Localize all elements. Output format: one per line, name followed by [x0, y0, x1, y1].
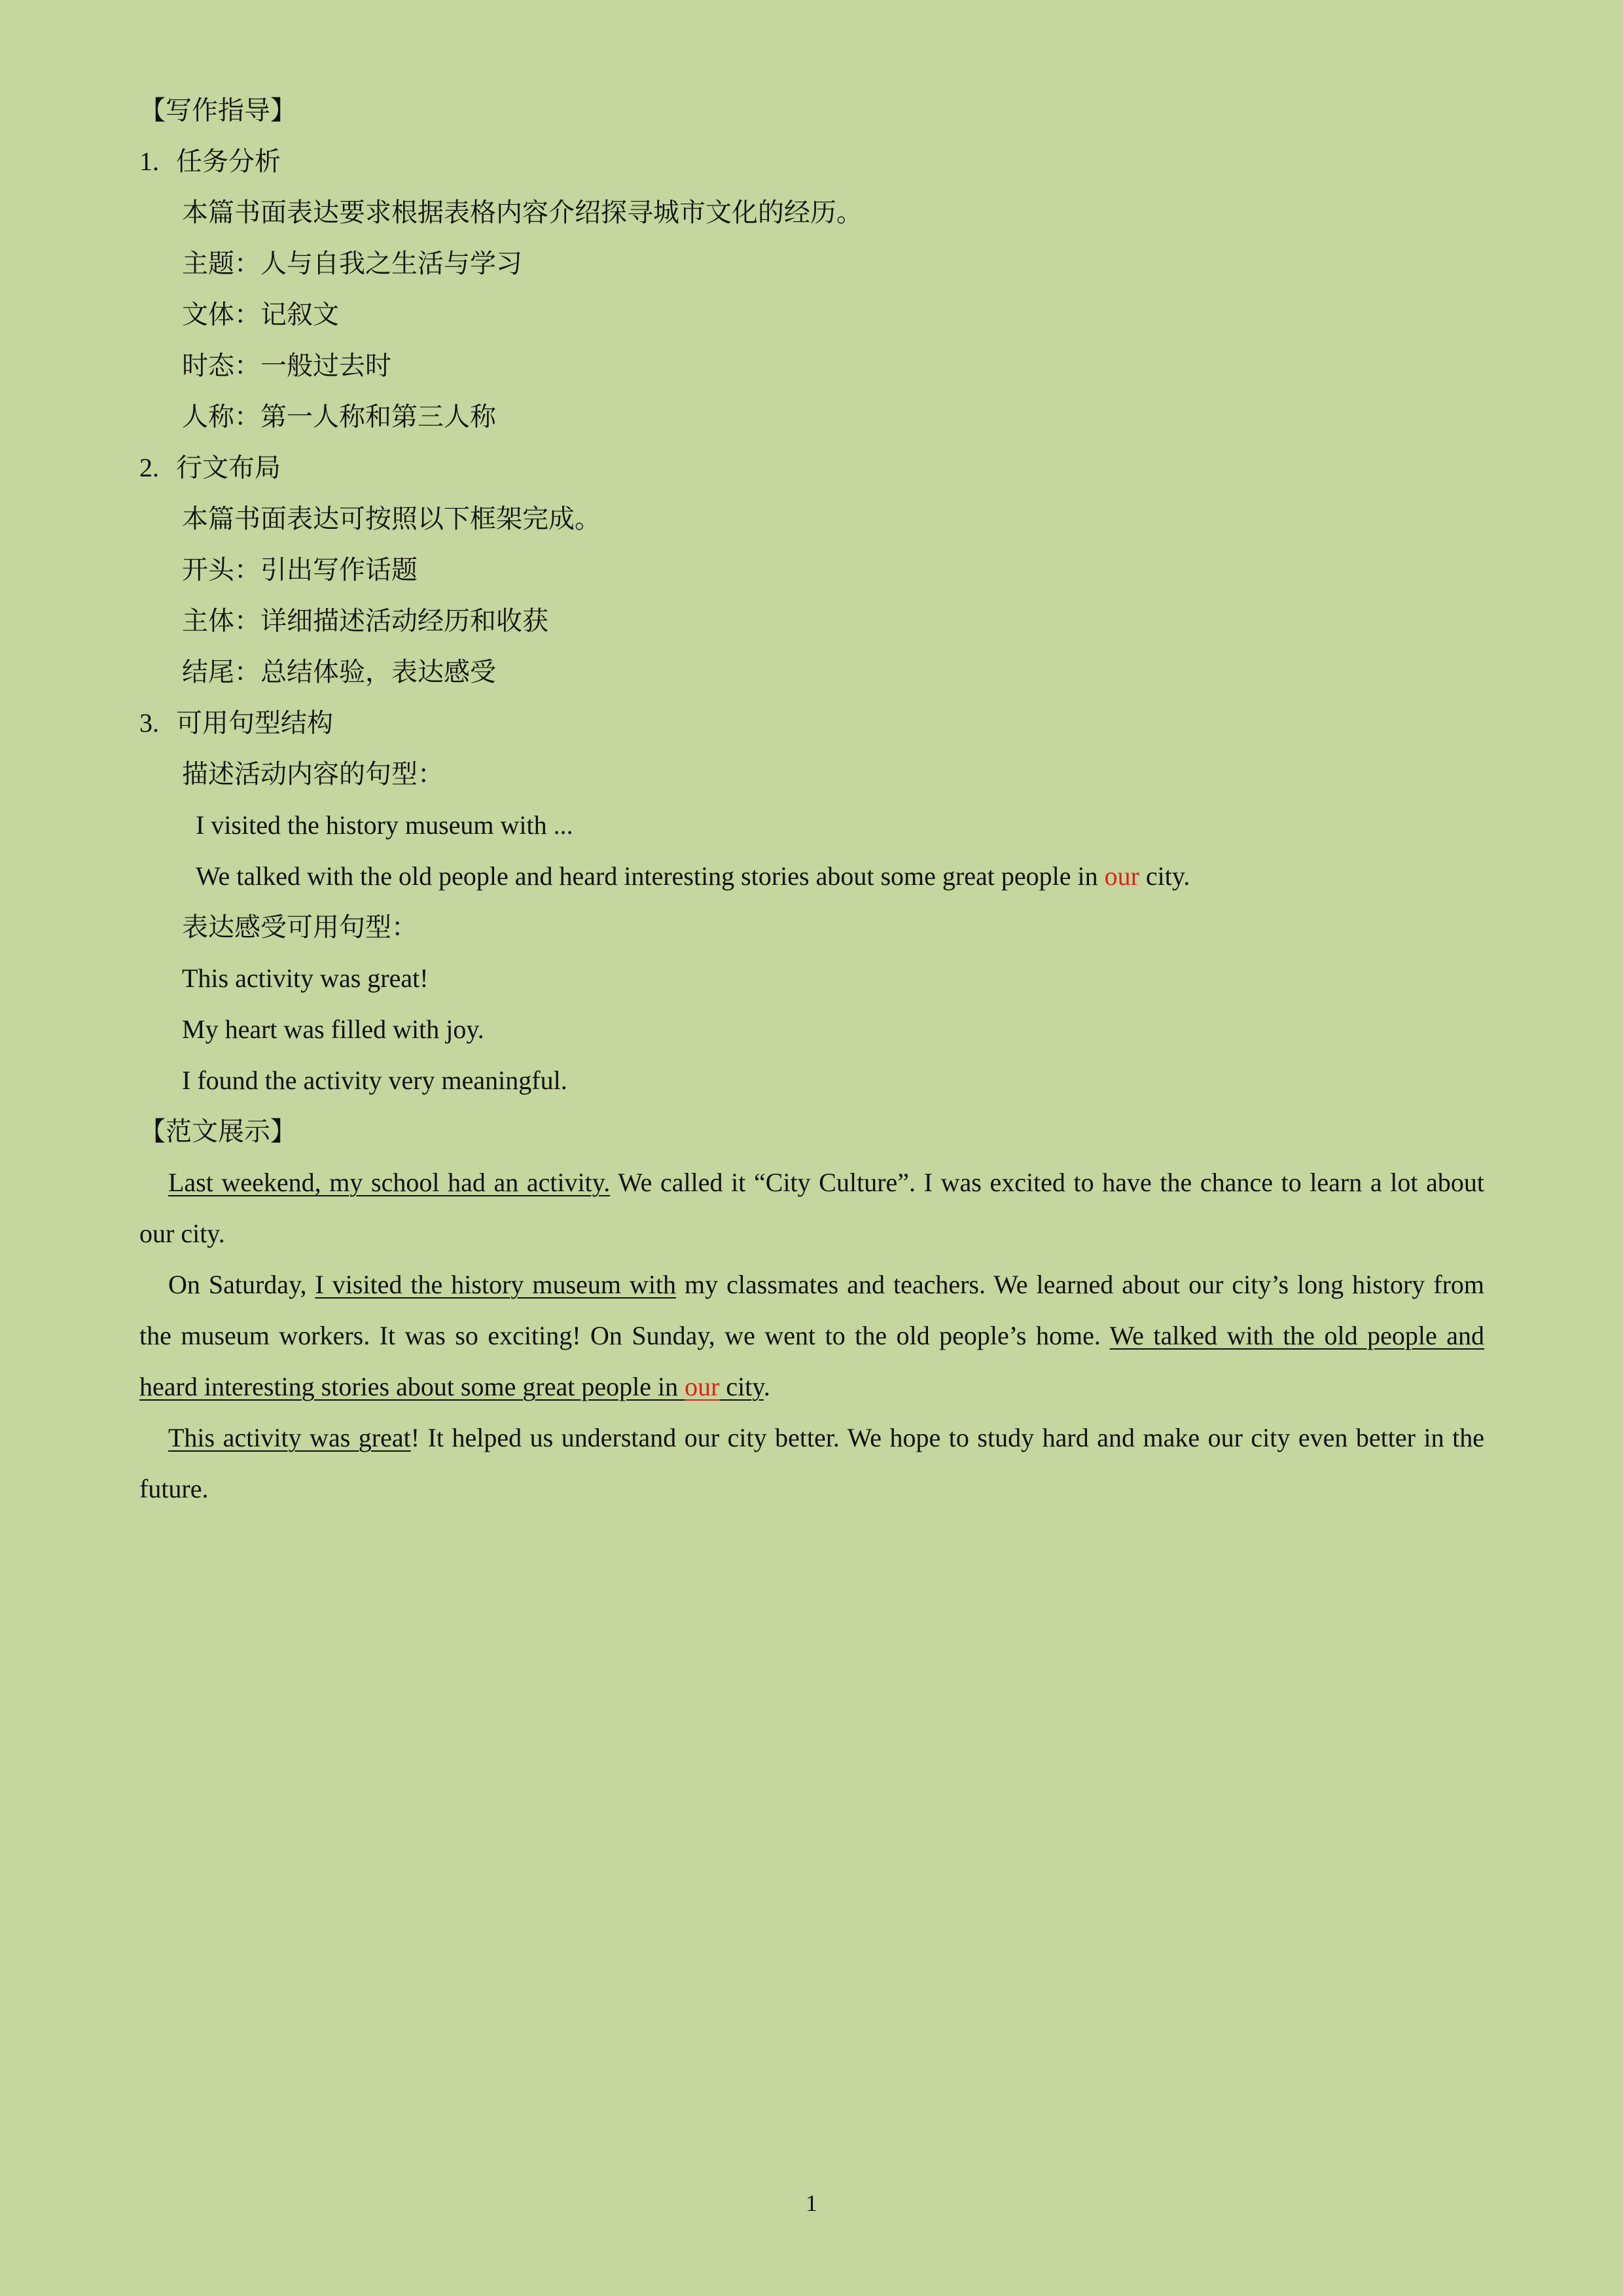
essay-text: .: [763, 1372, 770, 1401]
feeling-sentence: I found the activity very meaningful.: [182, 1066, 567, 1095]
sample-heading: 【范文展示】: [139, 1117, 296, 1146]
section-1-line: 人称：第一人称和第三人称: [182, 402, 496, 431]
guide-heading: 【写作指导】: [139, 96, 296, 125]
section-1-line: 本篇书面表达要求根据表格内容介绍探寻城市文化的经历。: [182, 198, 863, 227]
section-3-number: 3.: [139, 708, 159, 738]
section-1-title: [139, 136, 1484, 187]
underlined-sentence: We talked with the old people and heard interesting stories about some great people in: [139, 1321, 1484, 1401]
section-1-line: 主题：人与自我之生活与学习: [182, 249, 522, 278]
essay-text: ! It helped us understand our city better. We hope to study hard and make our city even better in the future.: [139, 1423, 1484, 1503]
section-2-number: 2.: [139, 453, 159, 482]
feeling-pattern-label: 表达感受可用句型：: [182, 912, 418, 942]
description-sentence: I visited the history museum with ...: [196, 810, 573, 840]
description-pattern-label: 描述活动内容的句型：: [182, 759, 444, 789]
section-2-line: 结尾：总结体验，表达感受: [182, 657, 496, 687]
description-sentence: [139, 851, 1484, 902]
underlined-sentence: Last weekend, my school had an activity.: [168, 1168, 611, 1197]
section-1-title-text: 任务分析: [176, 147, 281, 176]
section-2-line: 开头：引出写作话题: [182, 555, 418, 584]
highlighted-word: our: [685, 1372, 720, 1401]
feeling-sentence: This activity was great!: [182, 963, 429, 993]
feeling-sentence: My heart was filled with joy.: [182, 1014, 484, 1044]
essay-text: We called it “City Culture”. I was excited to have the chance to learn a lot about our city.: [139, 1168, 1484, 1248]
section-2-line: 本篇书面表达可按照以下框架完成。: [182, 504, 601, 533]
underlined-sentence: This activity was great: [168, 1423, 411, 1452]
section-2-title-text: 行文布局: [176, 453, 281, 482]
essay-text: my classmates and teachers. We learned about our city’s long history from the museum workers. It was so exciting! On Sunday, we went to the old people’s home.: [139, 1270, 1485, 1350]
essay-paragraph-3: [139, 1412, 1484, 1515]
underlined-sentence: I visited the history museum with: [315, 1270, 677, 1299]
essay-text: On Saturday,: [168, 1270, 315, 1299]
essay-paragraph-1: [139, 1157, 1484, 1259]
document-page: [139, 85, 1484, 1515]
page-number: 1: [806, 2190, 817, 2216]
description-sentence-text: We talked with the old people and heard interesting stories about some great people in: [196, 861, 1105, 891]
section-3-title: [139, 698, 1484, 749]
section-3-title-text: 可用句型结构: [176, 708, 333, 738]
section-1-line: 文体：记叙文: [182, 300, 339, 329]
underlined-sentence: city: [719, 1372, 764, 1401]
section-2-title: [139, 442, 1484, 493]
highlighted-word: our: [1104, 861, 1139, 891]
section-1-number: 1.: [139, 147, 159, 176]
section-2-line: 主体：详细描述活动经历和收获: [182, 606, 548, 636]
section-1-line: 时态：一般过去时: [182, 351, 391, 380]
description-sentence-text: city.: [1139, 861, 1190, 891]
essay-paragraph-2: [139, 1259, 1484, 1412]
